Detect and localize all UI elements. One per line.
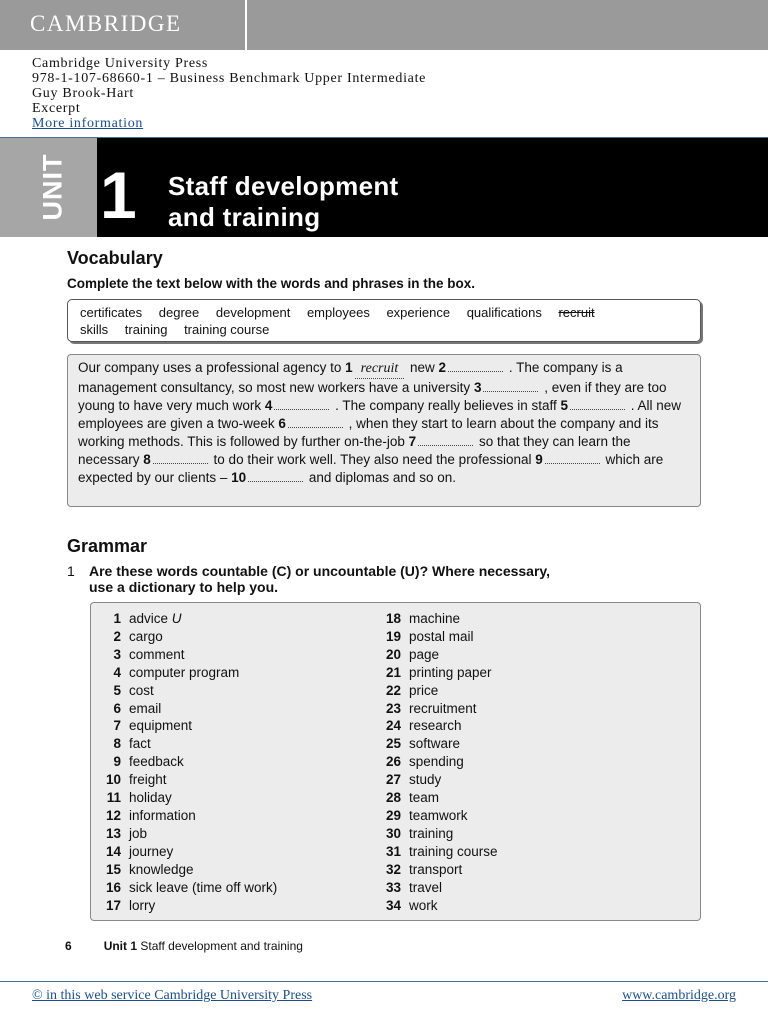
bottom-divider (0, 981, 768, 982)
item-number: 11 (106, 790, 121, 806)
item-word: email (129, 700, 162, 716)
item-word: team (409, 790, 440, 806)
vocabulary-heading: Vocabulary (67, 248, 163, 268)
item-word: teamwork (409, 807, 468, 823)
item-word: knowledge (129, 861, 194, 877)
item-word: printing paper (409, 664, 492, 680)
item-number: 12 (105, 807, 121, 823)
item-number: 18 (385, 611, 401, 626)
question-number: 1 (67, 563, 75, 579)
word-list-item (379, 807, 498, 825)
item-number: 20 (385, 646, 401, 662)
word-list-item (379, 897, 498, 915)
word-item-struck: recruit (558, 305, 595, 320)
item-number: 22 (385, 682, 401, 698)
item-number: 34 (385, 897, 401, 913)
item-number: 30 (385, 825, 401, 841)
item-word: price (409, 682, 439, 698)
word-list-item (379, 735, 498, 753)
word-list-item (99, 879, 277, 897)
item-number: 8 (113, 736, 121, 752)
item-number: 33 (385, 879, 401, 895)
word-list-item (379, 861, 498, 879)
word-list-item (99, 843, 277, 861)
word-list-item (379, 664, 498, 682)
word-list-item (379, 646, 498, 664)
unit-label: UNIT (37, 153, 68, 221)
word-item: training (124, 322, 168, 337)
item-word: recruitment (409, 700, 477, 716)
word-item: degree (158, 305, 200, 320)
word-list-item (379, 789, 498, 807)
vocabulary-instruction: Complete the text below with the words and phrases in the box. (67, 276, 476, 291)
excerpt-label: Excerpt (32, 101, 81, 116)
word-item: development (215, 305, 291, 320)
item-number: 29 (385, 807, 401, 823)
publisher: Cambridge University Press (32, 56, 209, 71)
word-item: qualifications (466, 305, 542, 320)
item-number: 3 (113, 646, 121, 662)
gap-2[interactable] (448, 360, 503, 372)
word-list-item (379, 879, 498, 897)
word-list-item (99, 825, 277, 843)
item-number: 31 (385, 843, 401, 859)
item-number: 16 (105, 879, 121, 895)
page-number: 6 (65, 939, 72, 953)
item-word: fact (129, 736, 151, 752)
word-list-item (379, 628, 498, 646)
vocabulary-passage: Our company uses a professional agency to 1 recruit new 2 . The company is a management consultancy, so most new workers have a university 3 , even if they are too young to have very much work 4 . The company really believes in staff 5 . All new employees are given a two-week 6 , when they start to learn about the company and its working methods. This is followed by further on-the-job 7 so that they can learn the necessary 8 to do their work well. They also need the professional 9 which are expected by our clients – 10 and diplomas and so on. (67, 354, 701, 507)
word-item: certificates (80, 305, 143, 320)
item-word: equipment (129, 718, 193, 734)
word-list-item (99, 897, 277, 915)
word-list-item (379, 717, 498, 735)
unit-title: Staff development and training (168, 171, 399, 232)
gap-9[interactable] (545, 452, 600, 464)
item-word: job (129, 825, 148, 841)
item-word: travel (409, 879, 443, 895)
item-word: journey (129, 843, 174, 859)
word-list-item (99, 700, 277, 718)
item-number: 13 (105, 825, 121, 841)
unit-number: 1 (100, 158, 137, 232)
item-number: 25 (385, 736, 401, 752)
item-number: 7 (113, 718, 121, 734)
item-word: page (409, 646, 440, 662)
gap-7[interactable] (418, 434, 473, 446)
copyright-link[interactable]: © in this web service Cambridge University Press (32, 988, 313, 1003)
word-list-item (99, 610, 277, 628)
word-box-row-2 (80, 321, 688, 338)
item-number: 26 (385, 754, 401, 770)
gap-5[interactable] (570, 398, 625, 410)
gap-6[interactable] (288, 416, 343, 428)
isbn-title: 978-1-107-68660-1 – Business Benchmark Upper Intermediate (32, 71, 427, 86)
word-list-item (99, 664, 277, 682)
item-number: 27 (385, 772, 401, 788)
gap-3[interactable] (483, 380, 538, 392)
banner-divider (245, 0, 247, 50)
gap-4[interactable] (274, 398, 329, 410)
word-list-item (99, 628, 277, 646)
item-word: training (409, 825, 454, 841)
item-answer: U (171, 611, 182, 626)
word-list-item (379, 700, 498, 718)
word-list-left (99, 610, 277, 914)
word-item: skills (80, 322, 109, 337)
grammar-question-1: 1 Are these words countable (C) or uncountable (U)? Where necessary, use a dictionary to help you. (67, 563, 551, 595)
item-number: 21 (385, 664, 401, 680)
website-link[interactable]: www.cambridge.org (622, 988, 736, 1003)
item-word: sick leave (time off work) (129, 879, 278, 895)
item-number: 14 (105, 843, 121, 859)
item-word: freight (129, 772, 167, 788)
item-number: 5 (113, 682, 121, 698)
word-box (67, 299, 701, 342)
item-word: holiday (129, 790, 172, 806)
gap-10[interactable] (248, 470, 303, 482)
top-banner (0, 0, 768, 50)
unit-label-panel (0, 138, 97, 237)
item-number: 19 (385, 628, 401, 644)
item-number: 15 (105, 861, 121, 877)
word-item: employees (306, 305, 370, 320)
item-number: 17 (105, 897, 121, 913)
page-footer: 6 Unit 1 Staff development and training (65, 939, 303, 953)
item-word: study (409, 772, 442, 788)
item-word: feedback (129, 754, 184, 770)
item-word: software (409, 736, 461, 752)
item-number: 24 (385, 718, 401, 734)
word-list-box (90, 602, 701, 921)
item-number: 28 (385, 790, 401, 806)
word-item: experience (386, 305, 451, 320)
word-list-item (99, 789, 277, 807)
word-list-item (99, 717, 277, 735)
item-word: computer program (129, 664, 240, 680)
word-list-item (379, 771, 498, 789)
item-number: 32 (385, 861, 401, 877)
word-list-item (379, 610, 498, 628)
item-number: 6 (113, 700, 121, 716)
word-item: training course (184, 322, 270, 337)
cambridge-logo: CAMBRIDGE (30, 11, 182, 36)
item-word: machine (409, 611, 461, 626)
item-word: information (129, 807, 196, 823)
item-number: 1 (113, 611, 121, 626)
item-word: lorry (129, 897, 156, 913)
word-list-item (99, 753, 277, 771)
item-word: cost (129, 682, 154, 698)
word-list-right (379, 610, 498, 914)
gap-1-answer: recruit (355, 360, 405, 379)
unit-banner (0, 138, 768, 237)
author: Guy Brook-Hart (32, 86, 134, 101)
gap-8[interactable] (153, 452, 208, 464)
word-list-item (99, 646, 277, 664)
item-number: 23 (385, 700, 401, 716)
item-number: 10 (105, 772, 121, 788)
word-list-item (99, 771, 277, 789)
item-word: cargo (129, 628, 163, 644)
item-word: comment (129, 646, 185, 662)
word-list-item (379, 753, 498, 771)
item-word: advice (129, 611, 169, 626)
word-list-item (99, 807, 277, 825)
grammar-heading: Grammar (67, 536, 148, 556)
word-list-item (379, 843, 498, 861)
item-word: training course (409, 843, 498, 859)
item-number: 2 (113, 628, 121, 644)
word-list-item (379, 682, 498, 700)
item-word: transport (409, 861, 463, 877)
item-word: spending (409, 754, 464, 770)
word-box-row-1 (80, 304, 688, 321)
book-metadata (32, 56, 426, 131)
word-list-item (99, 682, 277, 700)
item-number: 4 (113, 664, 121, 680)
word-list-item (99, 861, 277, 879)
item-number: 9 (113, 754, 121, 770)
item-word: postal mail (409, 628, 474, 644)
item-word: research (409, 718, 462, 734)
word-list-item (99, 735, 277, 753)
word-list-item (379, 825, 498, 843)
more-information-link[interactable]: More information (32, 116, 144, 131)
item-word: work (409, 897, 438, 913)
